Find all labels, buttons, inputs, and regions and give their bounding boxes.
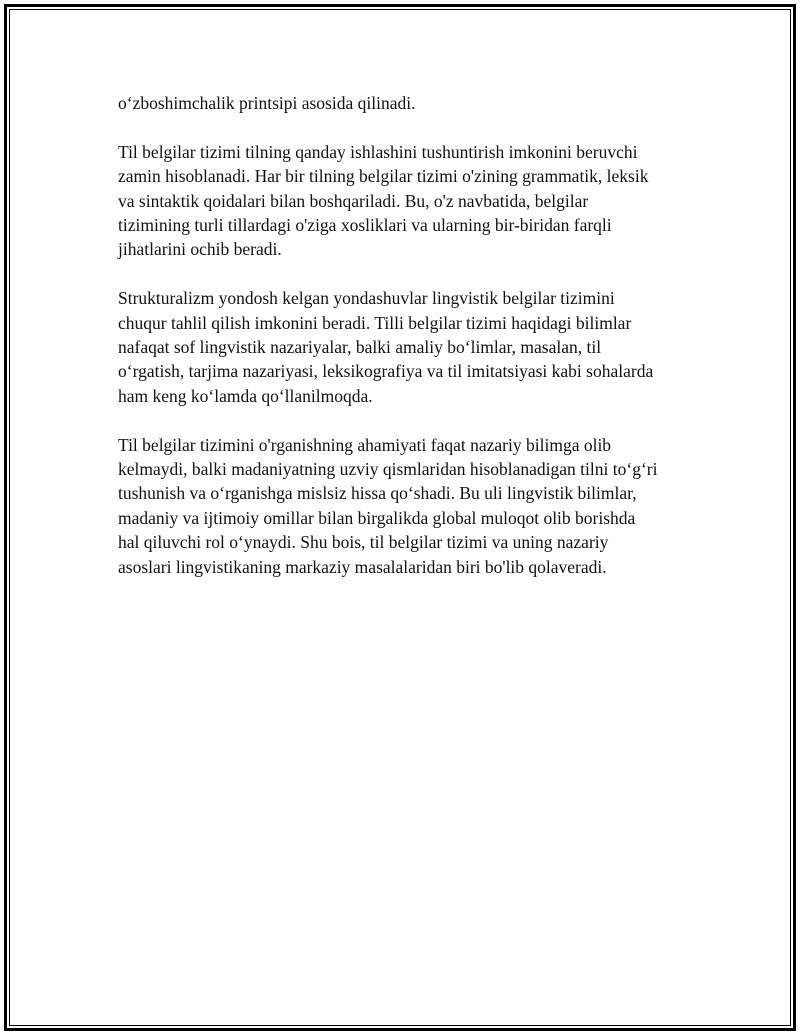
paragraph-1 (118, 91, 698, 115)
text-line: madaniy va ijtimoiy omillar bilan birgalikda global muloqot olib borishda (118, 507, 636, 528)
text-line: kelmaydi, balki madaniyatning uzviy qismlaridan hisoblanadigan tilni to‘g‘ri (118, 459, 658, 480)
text-line: o‘rgatish, tarjima nazariyasi, leksikografiya va til imitatsiyasi kabi sohalarda (118, 361, 654, 382)
document-body (118, 91, 698, 603)
text-line: zamin hisoblanadi. Har bir tilning belgilar tizimi o'zining grammatik, leksik (118, 166, 649, 187)
text-line: o‘zboshimchalik printsipi asosida qilinadi. (118, 93, 416, 113)
text-line: nafaqat sof lingvistik nazariyalar, balki amaliy bo‘limlar, masalan, til (118, 337, 602, 358)
text-line: Til belgilar tizimini o'rganishning ahamiyati faqat nazariy bilimga olib (118, 434, 612, 455)
page-frame (4, 4, 796, 1031)
text-line: va sintaktik qoidalari bilan boshqariladi. Bu, o'z navbatida, belgilar (118, 190, 589, 211)
text-line: asoslari lingvistikaning markaziy masalalaridan biri bo'lib qolaveradi. (118, 556, 607, 577)
text-line: Strukturalizm yondosh kelgan yondashuvlar lingvistik belgilar tizimini (118, 288, 615, 309)
text-line: chuqur tahlil qilish imkonini beradi. Tilli belgilar tizimi haqidagi bilimlar (118, 312, 632, 333)
paragraph-3 (118, 286, 698, 408)
text-line: jihatlarini ochib beradi. (118, 239, 282, 260)
text-line: Til belgilar tizimi tilning qanday ishlashini tushuntirish imkonini beruvchi (118, 141, 638, 162)
text-line: hal qiluvchi rol o‘ynaydi. Shu bois, til belgilar tizimi va uning nazariy (118, 532, 609, 553)
text-line: ham keng ko‘lamda qo‘llanilmoqda. (118, 385, 373, 406)
paragraph-4 (118, 433, 698, 579)
paragraph-2 (118, 140, 698, 262)
text-line: tizimining turli tillardagi o'ziga xosliklari va ularning bir-biridan farqli (118, 215, 612, 236)
text-line: tushunish va o‘rganishga mislsiz hissa qo‘shadi. Bu uli lingvistik bilimlar, (118, 483, 637, 504)
